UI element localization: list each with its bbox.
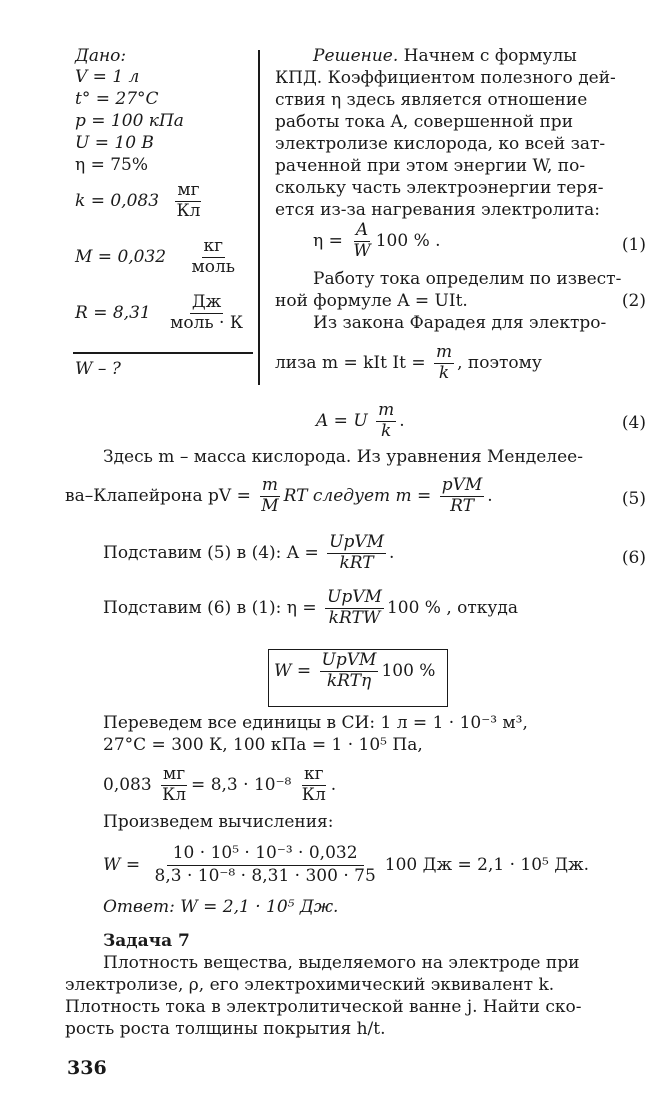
- solution-line-2: КПД. Коэффициентом полезного дей-: [275, 68, 616, 88]
- substitution-fraction: [325, 589, 384, 628]
- substitution-num: UpVM: [327, 587, 382, 607]
- given-M-unit: [190, 238, 238, 277]
- equation-1-num: A: [355, 220, 369, 240]
- substitution-tail: 100 % , откуда: [386, 597, 519, 618]
- final-formula-fraction: [320, 652, 379, 691]
- task-7-line-4: рость роста толщины покрытия h/t.: [65, 1019, 386, 1039]
- given-R-unit-den: моль · К: [170, 312, 243, 333]
- solution-line-12-fraction: [434, 344, 454, 383]
- si-conversion-tail: .: [330, 774, 337, 795]
- answer-value: W = 2,1 · 10⁵ Дж.: [174, 897, 339, 917]
- solution-line-10: ной формуле A = UIt.: [275, 291, 468, 311]
- equation-5-fraction-2: [440, 477, 485, 516]
- equation-4-rhs: .: [399, 410, 405, 431]
- si-conversion-num-1: мг: [162, 764, 186, 784]
- given-R-unit-num: Дж: [191, 292, 222, 312]
- equation-1-fraction: [351, 222, 372, 261]
- solution-line-9: Работу тока определим по извест-: [313, 269, 622, 289]
- given-M-unit-den: моль: [191, 256, 236, 277]
- given-temperature: t° = 27°C: [75, 89, 159, 109]
- solution-line-7: скольку часть электроэнергии теря-: [275, 178, 604, 198]
- equation-5-num-1: m: [261, 475, 278, 495]
- solution-line-1: [313, 47, 577, 67]
- given-R-unit: [168, 294, 245, 333]
- solution-line-12: [275, 344, 542, 383]
- calculation-num: 10 · 10⁵ · 10⁻³ · 0,032: [167, 845, 364, 866]
- given-M-unit-num: кг: [203, 236, 224, 256]
- si-conversion-lhs: 0,083: [103, 774, 152, 795]
- si-conversion-line-2: 27°C = 300 К, 100 кПа = 1 · 10⁵ Па,: [103, 735, 423, 755]
- given-pressure: p = 100 кПа: [75, 111, 184, 131]
- given-k-unit-num: мг: [177, 180, 200, 200]
- equation-1-rhs: 100 % .: [375, 230, 441, 251]
- equation-4-den: k: [380, 420, 392, 441]
- equation-5-tail: .: [487, 485, 493, 506]
- given-title: Дано:: [75, 46, 127, 66]
- given-k: [75, 182, 205, 221]
- final-formula-num: UpVM: [321, 650, 377, 670]
- si-conversion-line-1: Переведем все единицы в СИ: 1 л = 1 · 10⁻³ м³,: [103, 713, 528, 733]
- calculation-lhs: W =: [103, 854, 141, 875]
- solution-line-12-den: k: [438, 362, 450, 383]
- page-number: 336: [67, 1057, 107, 1079]
- given-efficiency: η = 75%: [75, 155, 149, 175]
- equation-1-den: W: [353, 240, 371, 261]
- si-conversion-den-1: Кл: [162, 784, 187, 805]
- given-divider-horizontal: [73, 352, 253, 354]
- substitution-den: kRTW: [328, 607, 381, 628]
- si-conversion-middle: = 8,3 · 10⁻⁸: [191, 774, 292, 795]
- given-k-unit-den: Кл: [176, 200, 201, 221]
- solution-line-5: электролизе кислорода, ко всей зат-: [275, 134, 606, 154]
- answer-line: [103, 898, 338, 918]
- given-M: [75, 238, 240, 277]
- given-k-unit: [174, 182, 202, 221]
- solution-line-11: Из закона Фарадея для электро-: [313, 313, 607, 333]
- solution-line-3: ствия η здесь является отношение: [275, 90, 588, 110]
- given-volume: V = 1 л: [75, 67, 140, 87]
- solution-line-12-text: лиза m = kIt It =: [275, 352, 426, 373]
- equation-1-lhs: η =: [313, 230, 343, 251]
- equation-5-den-2: RT: [450, 495, 474, 516]
- substitution-text: Подставим (6) в (1): η =: [103, 597, 317, 618]
- final-formula-rhs: 100 %: [381, 660, 436, 681]
- calculation-fraction: [149, 845, 382, 886]
- given-k-lhs: k = 0,083: [75, 190, 160, 211]
- equation-4-fraction: [376, 402, 396, 441]
- solution-line-4: работы тока A, совершенной при: [275, 112, 574, 132]
- equation-1: [313, 222, 441, 261]
- equation-5-text: ва–Клапейрона pV =: [65, 485, 251, 506]
- equation-1-number: (1): [621, 235, 646, 255]
- equation-4-lhs: A = U: [316, 410, 368, 431]
- equation-6-text: Подставим (5) в (4): A =: [103, 542, 319, 563]
- equation-4-number: (4): [621, 413, 646, 433]
- given-R-lhs: R = 8,31: [75, 302, 151, 323]
- solution-line-12-num: m: [435, 342, 453, 362]
- si-conversion-den-2: Кл: [301, 784, 326, 805]
- calculation-heading: Произведем вычисления:: [103, 812, 334, 832]
- equation-5-number: (5): [621, 489, 646, 509]
- equation-4-num: m: [378, 400, 395, 420]
- equation-6-fraction: [327, 534, 386, 573]
- given-find: W – ?: [75, 359, 121, 379]
- equation-5: [65, 477, 493, 516]
- solution-line-13: Здесь m – масса кислорода. Из уравнения Менделее-: [103, 447, 583, 467]
- equation-6-num: UpVM: [329, 532, 385, 552]
- si-conversion-num-2: кг: [303, 764, 324, 784]
- equation-6-tail: .: [389, 542, 395, 563]
- equation-6-number: (6): [621, 548, 646, 568]
- solution-line-12-tail: , поэтому: [457, 352, 542, 373]
- final-formula-den: kRTη: [326, 670, 372, 691]
- si-conversion-fraction-1: [160, 766, 188, 805]
- calculation-rhs: 100 Дж = 2,1 · 10⁵ Дж.: [384, 854, 590, 875]
- equation-2-number: (2): [621, 291, 646, 311]
- calculation-den: 8,3 · 10⁻⁸ · 8,31 · 300 · 75: [154, 865, 376, 886]
- final-formula: [274, 652, 435, 691]
- given-divider-vertical: [258, 50, 260, 385]
- solution-line-6: раченной при этом энергии W, по-: [275, 156, 586, 176]
- given-R: [75, 294, 248, 333]
- si-conversion-fraction-2: [300, 766, 328, 805]
- task-7-title: Задача 7: [103, 931, 190, 951]
- equation-5-fraction-1: [259, 477, 280, 516]
- equation-6: [103, 534, 394, 573]
- task-7-line-3: Плотность тока в электролитической ванне j. Найти ско-: [65, 997, 582, 1017]
- final-formula-lhs: W =: [274, 660, 312, 681]
- equation-5-num-2: pVM: [441, 475, 483, 495]
- calculation-line: [103, 845, 589, 886]
- equation-5-den-1: M: [261, 495, 279, 516]
- answer-label: Ответ:: [103, 897, 175, 917]
- task-7-line-2: электролизе, ρ, его электрохимический эквивалент k.: [65, 975, 555, 995]
- solution-heading: Решение.: [313, 46, 399, 66]
- substitution-line: [103, 589, 518, 628]
- equation-6-den: kRT: [339, 552, 374, 573]
- task-7-line-1: Плотность вещества, выделяемого на электроде при: [103, 953, 580, 973]
- given-M-lhs: M = 0,032: [75, 246, 167, 267]
- solution-line-1-text: Начнем с формулы: [398, 46, 577, 66]
- si-conversion-line-3: [103, 766, 336, 805]
- equation-5-middle: RT следует m =: [283, 485, 432, 506]
- equation-4: [316, 402, 405, 441]
- solution-line-8: ется из-за нагревания электролита:: [275, 200, 601, 220]
- given-voltage: U = 10 В: [75, 133, 154, 153]
